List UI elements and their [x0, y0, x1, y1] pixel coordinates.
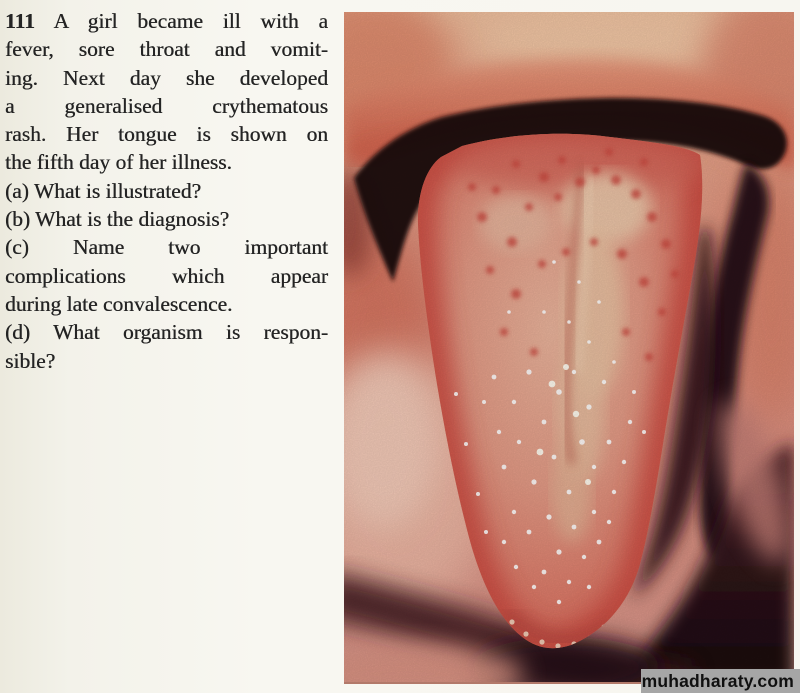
question-line-text: A girl became ill with a [53, 9, 328, 33]
watermark-strip [641, 669, 800, 693]
question-line-c: (c) Name two important [5, 235, 328, 260]
question-line: fever, sore throat and vomit- [5, 37, 328, 62]
question-line: sible? [5, 348, 56, 373]
question-line: ing. Next day she developed [5, 65, 328, 90]
watermark-text: muhadharaty.com [641, 671, 794, 691]
tongue-photo-illustration [344, 12, 794, 682]
clinical-photo [344, 12, 794, 684]
print-grain-overlay [344, 12, 794, 682]
question-line-a: (a) What is illustrated? [5, 178, 202, 203]
question-line: during late convalescence. [5, 291, 233, 316]
question-line: a generalised crythematous [5, 93, 328, 118]
question-line-b: (b) What is the diagnosis? [5, 207, 230, 232]
question-number: 111 [5, 9, 35, 33]
question-text-block [5, 7, 328, 375]
question-line-d: (d) What organism is respon- [5, 320, 328, 345]
question-line: complications which appear [5, 263, 328, 288]
question-line: the fifth day of her illness. [5, 150, 232, 175]
question-line: rash. Her tongue is shown on [5, 122, 328, 147]
question-line [5, 7, 328, 35]
